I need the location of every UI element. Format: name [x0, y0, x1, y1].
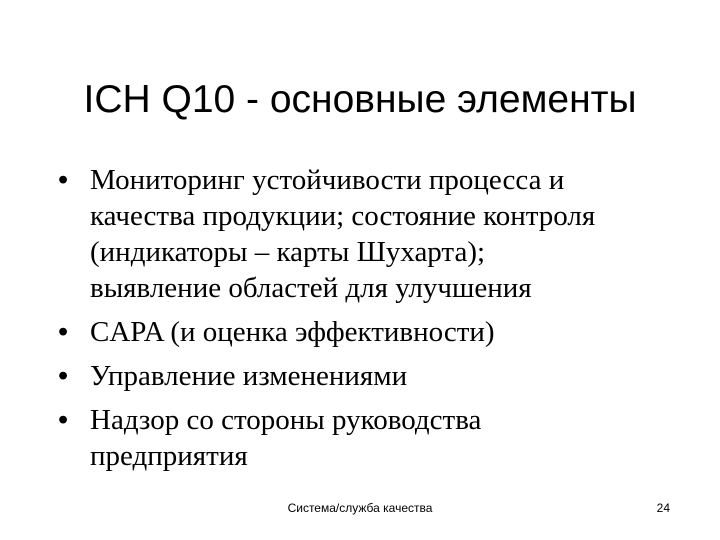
bullet-item-monitoring: [58, 162, 678, 306]
bullet-line: Управление изменениями: [90, 360, 408, 392]
bullet-marker: •: [58, 404, 69, 436]
bullet-line: CAPA (и оценка эффективности): [90, 316, 495, 348]
footer-text: Система/служба качества: [287, 501, 433, 515]
bullet-item-management-review: [58, 402, 678, 474]
bullet-line: выявление областей для улучшения: [90, 272, 532, 304]
bullet-list: [58, 162, 678, 482]
bullet-item-change-management: [58, 358, 678, 394]
bullet-line: Мониторинг устойчивости процесса и: [90, 164, 565, 196]
slide-title: ICH Q10 - основные элементы: [83, 78, 637, 121]
bullet-marker: •: [58, 360, 69, 392]
bullet-marker: •: [58, 164, 69, 196]
page-number: 24: [656, 501, 670, 515]
bullet-line: предприятия: [90, 440, 248, 472]
bullet-marker: •: [58, 316, 69, 348]
bullet-item-capa: [58, 314, 678, 350]
bullet-line: (индикаторы – карты Шухарта);: [90, 236, 486, 268]
bullet-line: Надзор со стороны руководства: [90, 404, 482, 436]
bullet-line: качества продукции; состояние контроля: [90, 200, 596, 232]
